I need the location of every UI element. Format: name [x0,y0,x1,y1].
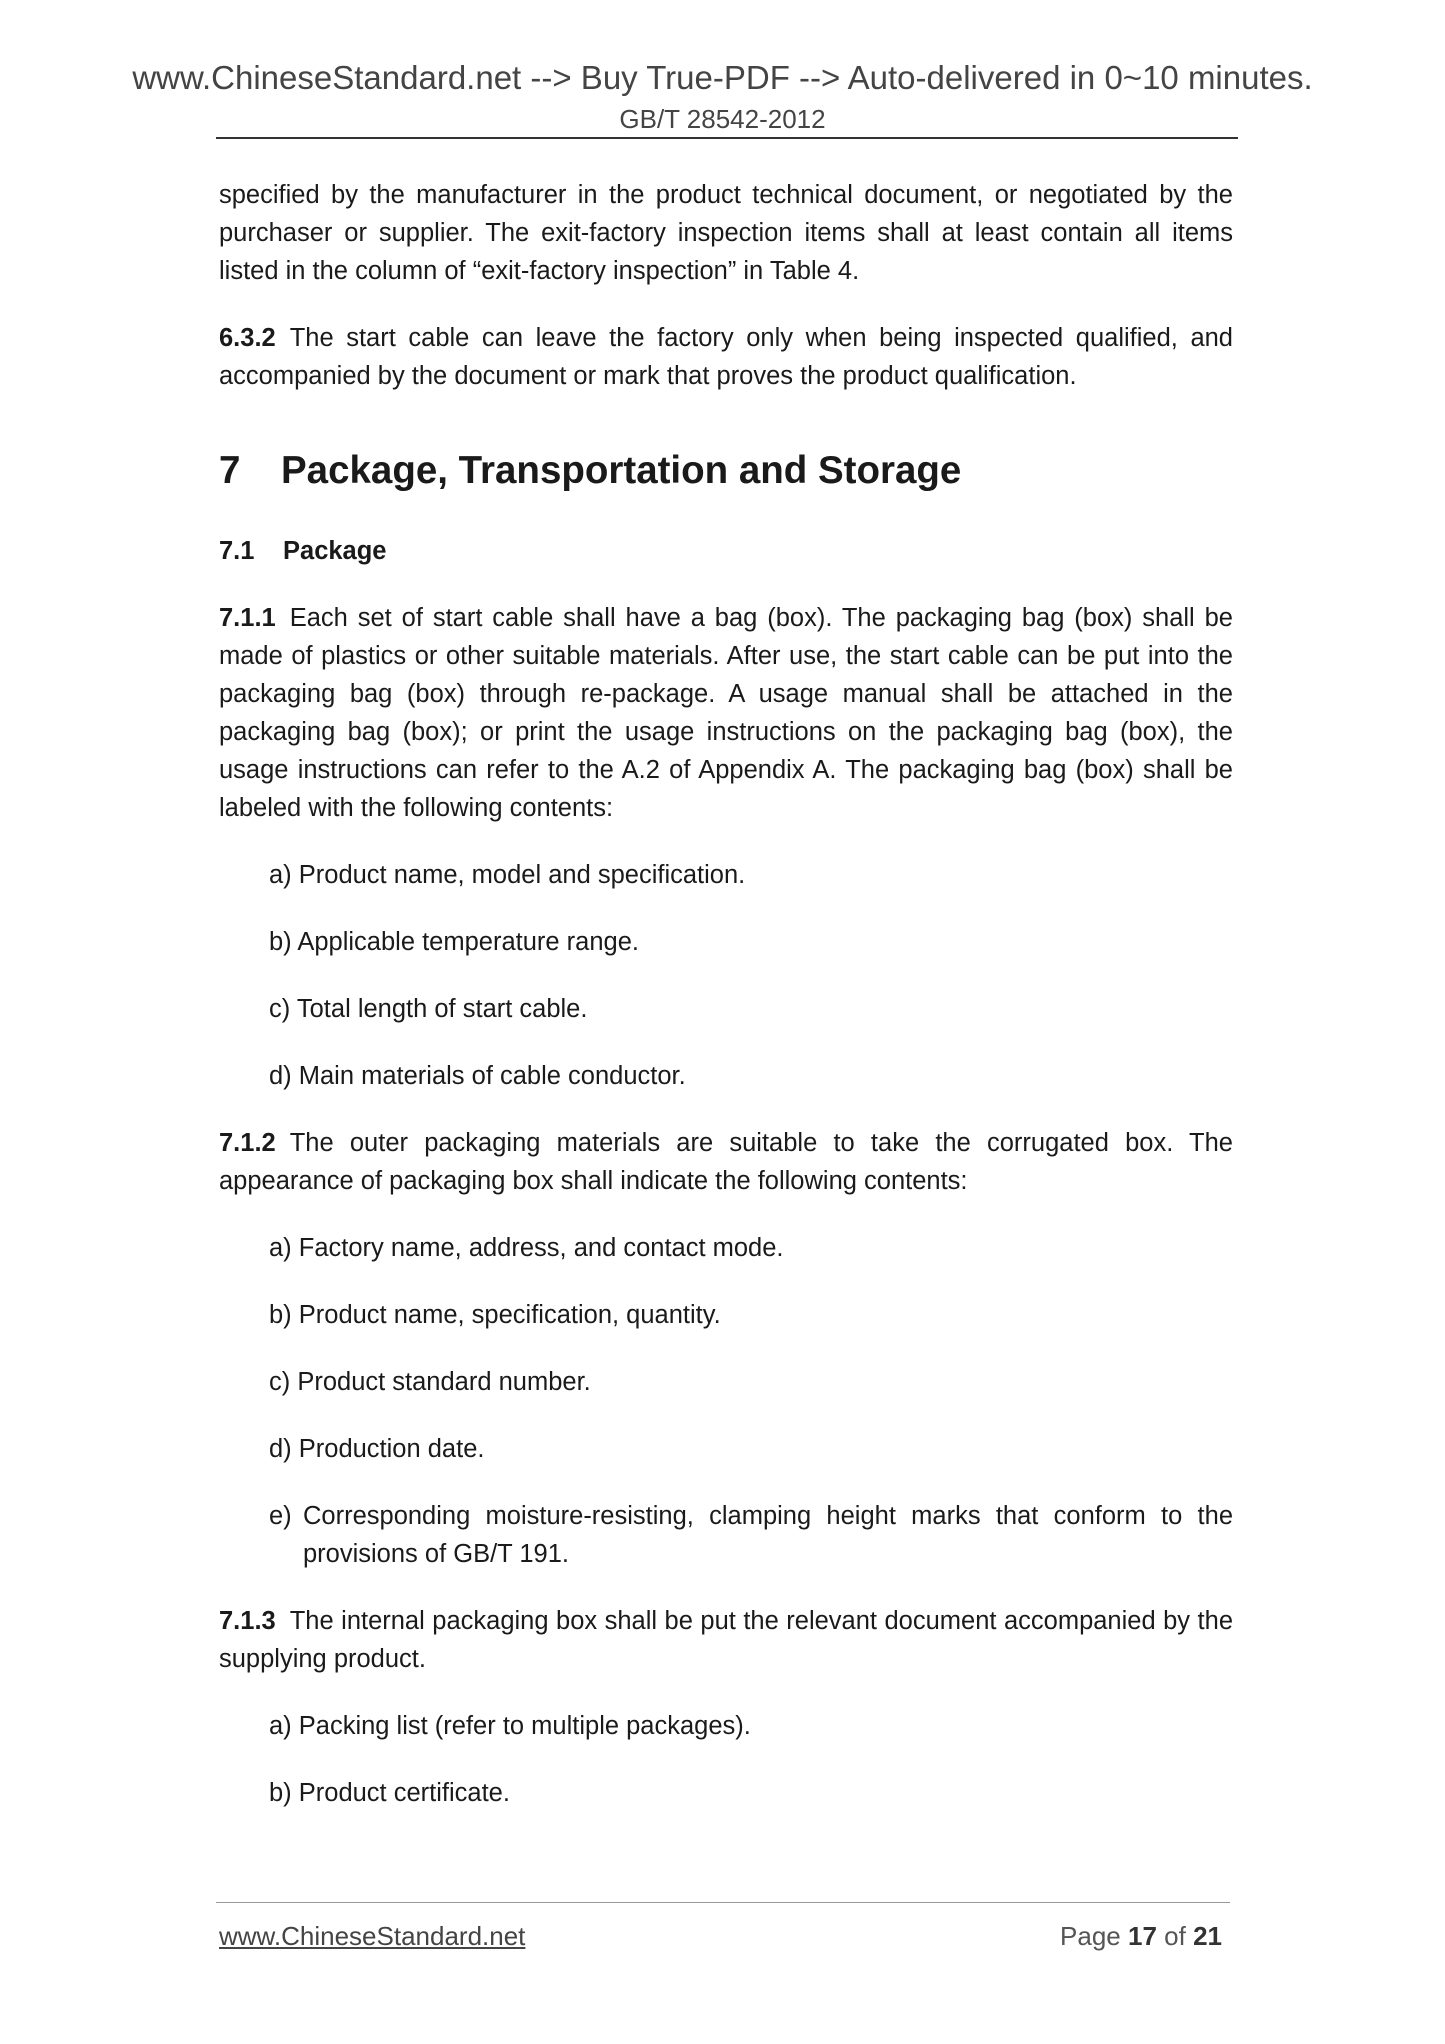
page-word: Page [1060,1921,1121,1951]
clause-number: 6.3.2 [219,324,276,352]
header-divider [216,137,1238,139]
list-item: b) Applicable temperature range. [269,928,639,956]
list-item: d) Production date. [269,1435,485,1463]
section-heading-7 [219,448,1233,494]
total-pages: 21 [1193,1921,1222,1951]
list-item-text: Corresponding moisture-resisting, clamping height marks that conform to the provisions of GB/T 191. [303,1502,1233,1568]
list-item: c) Product standard number. [269,1368,591,1396]
current-page: 17 [1128,1921,1157,1951]
footer-site-link[interactable]: www.ChineseStandard.net [219,1921,526,1951]
list-item: a) Product name, model and specification. [269,861,746,889]
footer-divider [216,1902,1230,1903]
list-item: b) Product name, specification, quantity. [269,1301,721,1329]
page-indicator [1060,1920,1222,1952]
clause-text: Each set of start cable shall have a bag (box). The packaging bag (box) shall be made of plastics or other suitable materials. After use, the start cable can be put into the packaging bag (box) through re-package. A usage manual shall be attached in the packaging bag (box); or print the usage instructions on the packaging bag (box), the usage instructions can refer to the A.2 of Appendix A. The packaging bag (box) shall be labeled with the following contents: [219,604,1233,822]
clause-number: 7.1.1 [219,604,276,632]
list-marker: e) [269,1502,292,1530]
subsection-title: Package [283,537,387,565]
subsection-heading-7-1 [219,532,1233,570]
clause-7-1-2 [219,1124,1233,1200]
clause-7-1-3 [219,1602,1233,1678]
standard-number: GB/T 28542-2012 [619,104,826,134]
clause-text: The internal packaging box shall be put the relevant document accompanied by the supplying product. [219,1607,1233,1673]
list-item: b) Product certificate. [269,1779,510,1807]
section-title: Package, Transportation and Storage [281,449,962,492]
list-item [269,1497,1233,1573]
document-body [219,176,1233,1841]
site-banner: www.ChineseStandard.net --> Buy True-PDF --> Auto-delivered in 0~10 minutes. [132,59,1313,96]
of-word: of [1164,1921,1186,1951]
list-item: a) Packing list (refer to multiple packages). [269,1712,751,1740]
clause-text: The outer packaging materials are suitable to take the corrugated box. The appearance of packaging box shall indicate the following contents: [219,1129,1233,1195]
section-number: 7 [219,449,241,492]
clause-6-3-2 [219,319,1233,395]
subsection-number: 7.1 [219,537,255,565]
intro-paragraph: specified by the manufacturer in the product technical document, or negotiated by the purchaser or supplier. The exit-factory inspection items shall at least contain all items listed in the column of “exit-factory inspection” in Table 4. [219,181,1233,285]
clause-number: 7.1.3 [219,1607,276,1635]
clause-number: 7.1.2 [219,1129,276,1157]
clause-7-1-1 [219,599,1233,827]
list-item: a) Factory name, address, and contact mode. [269,1234,784,1262]
list-item: c) Total length of start cable. [269,995,588,1023]
list-item: d) Main materials of cable conductor. [269,1062,686,1090]
clause-text: The start cable can leave the factory only when being inspected qualified, and accompanied by the document or mark that proves the product qualification. [219,324,1233,390]
